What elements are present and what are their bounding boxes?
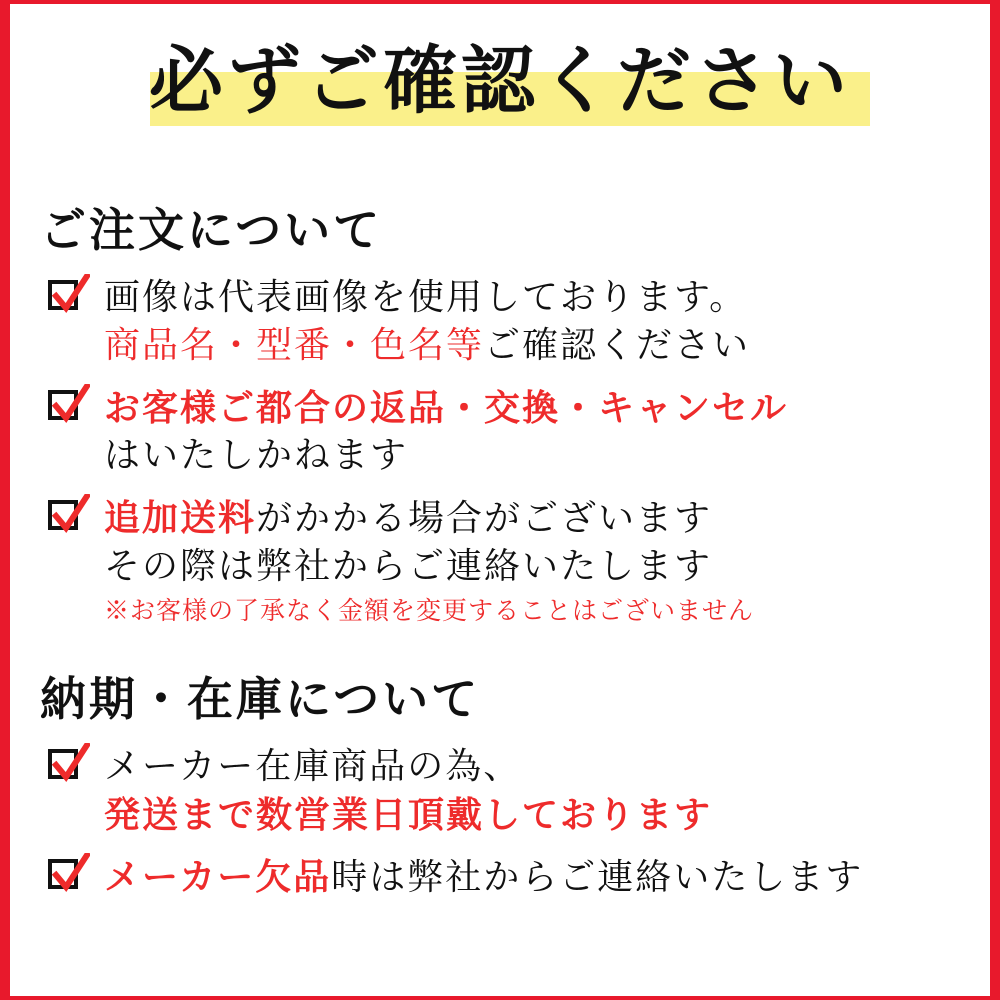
list-item-lines <box>104 384 990 480</box>
page-title: 必ずご確認ください <box>149 38 851 124</box>
section-delivery-stock <box>10 663 990 902</box>
normal-text: 時は弊社からご連絡いたします <box>331 857 864 898</box>
checkbox-checked-icon <box>48 749 86 787</box>
frame-border-bottom <box>0 996 1000 1000</box>
list-item-note: ※お客様の了承なく金額を変更することはございません <box>104 596 755 625</box>
section-heading-delivery-stock: 納期・在庫について <box>40 672 481 726</box>
list-item <box>48 494 990 629</box>
list-item-line: お客様ご都合の返品・交換・キャンセル <box>104 387 789 429</box>
list-item-line: メーカー在庫商品の為、 <box>104 746 522 787</box>
list-item-line: はいたしかねます <box>104 435 409 476</box>
checkbox-checked-icon <box>48 859 86 897</box>
list-item-line <box>104 494 990 543</box>
section-heading-order: ご注文について <box>40 203 383 257</box>
checkbox-checked-icon <box>48 500 86 538</box>
emphasis-text: 商品名・型番・色名等 <box>104 325 485 366</box>
list-item <box>48 743 990 839</box>
list-item-lines <box>104 743 990 839</box>
checkbox-checked-icon <box>48 390 86 428</box>
list-item-line <box>104 322 990 370</box>
list-item-line <box>104 853 990 902</box>
list-item-lines <box>104 274 990 370</box>
frame-border-left <box>0 0 10 1000</box>
list-item <box>48 853 990 902</box>
list-item-line: 発送まで数営業日頂戴しております <box>104 794 713 836</box>
emphasis-text: メーカー欠品 <box>104 856 332 898</box>
normal-text: ご確認ください <box>484 325 751 366</box>
list-item <box>48 274 990 370</box>
list-item-lines <box>104 494 990 629</box>
frame-border-right <box>990 0 1000 1000</box>
list-item-lines <box>104 853 990 902</box>
notice-content <box>10 4 990 996</box>
title-block <box>10 26 990 146</box>
emphasis-text: 追加送料 <box>104 497 257 539</box>
list-item <box>48 384 990 480</box>
section-order <box>10 194 990 629</box>
list-item-line: その際は弊社からご連絡いたします <box>104 546 713 587</box>
list-item-line: 画像は代表画像を使用しております。 <box>104 277 748 318</box>
checkbox-checked-icon <box>48 280 86 318</box>
normal-text: がかかる場合がございます <box>256 498 713 539</box>
